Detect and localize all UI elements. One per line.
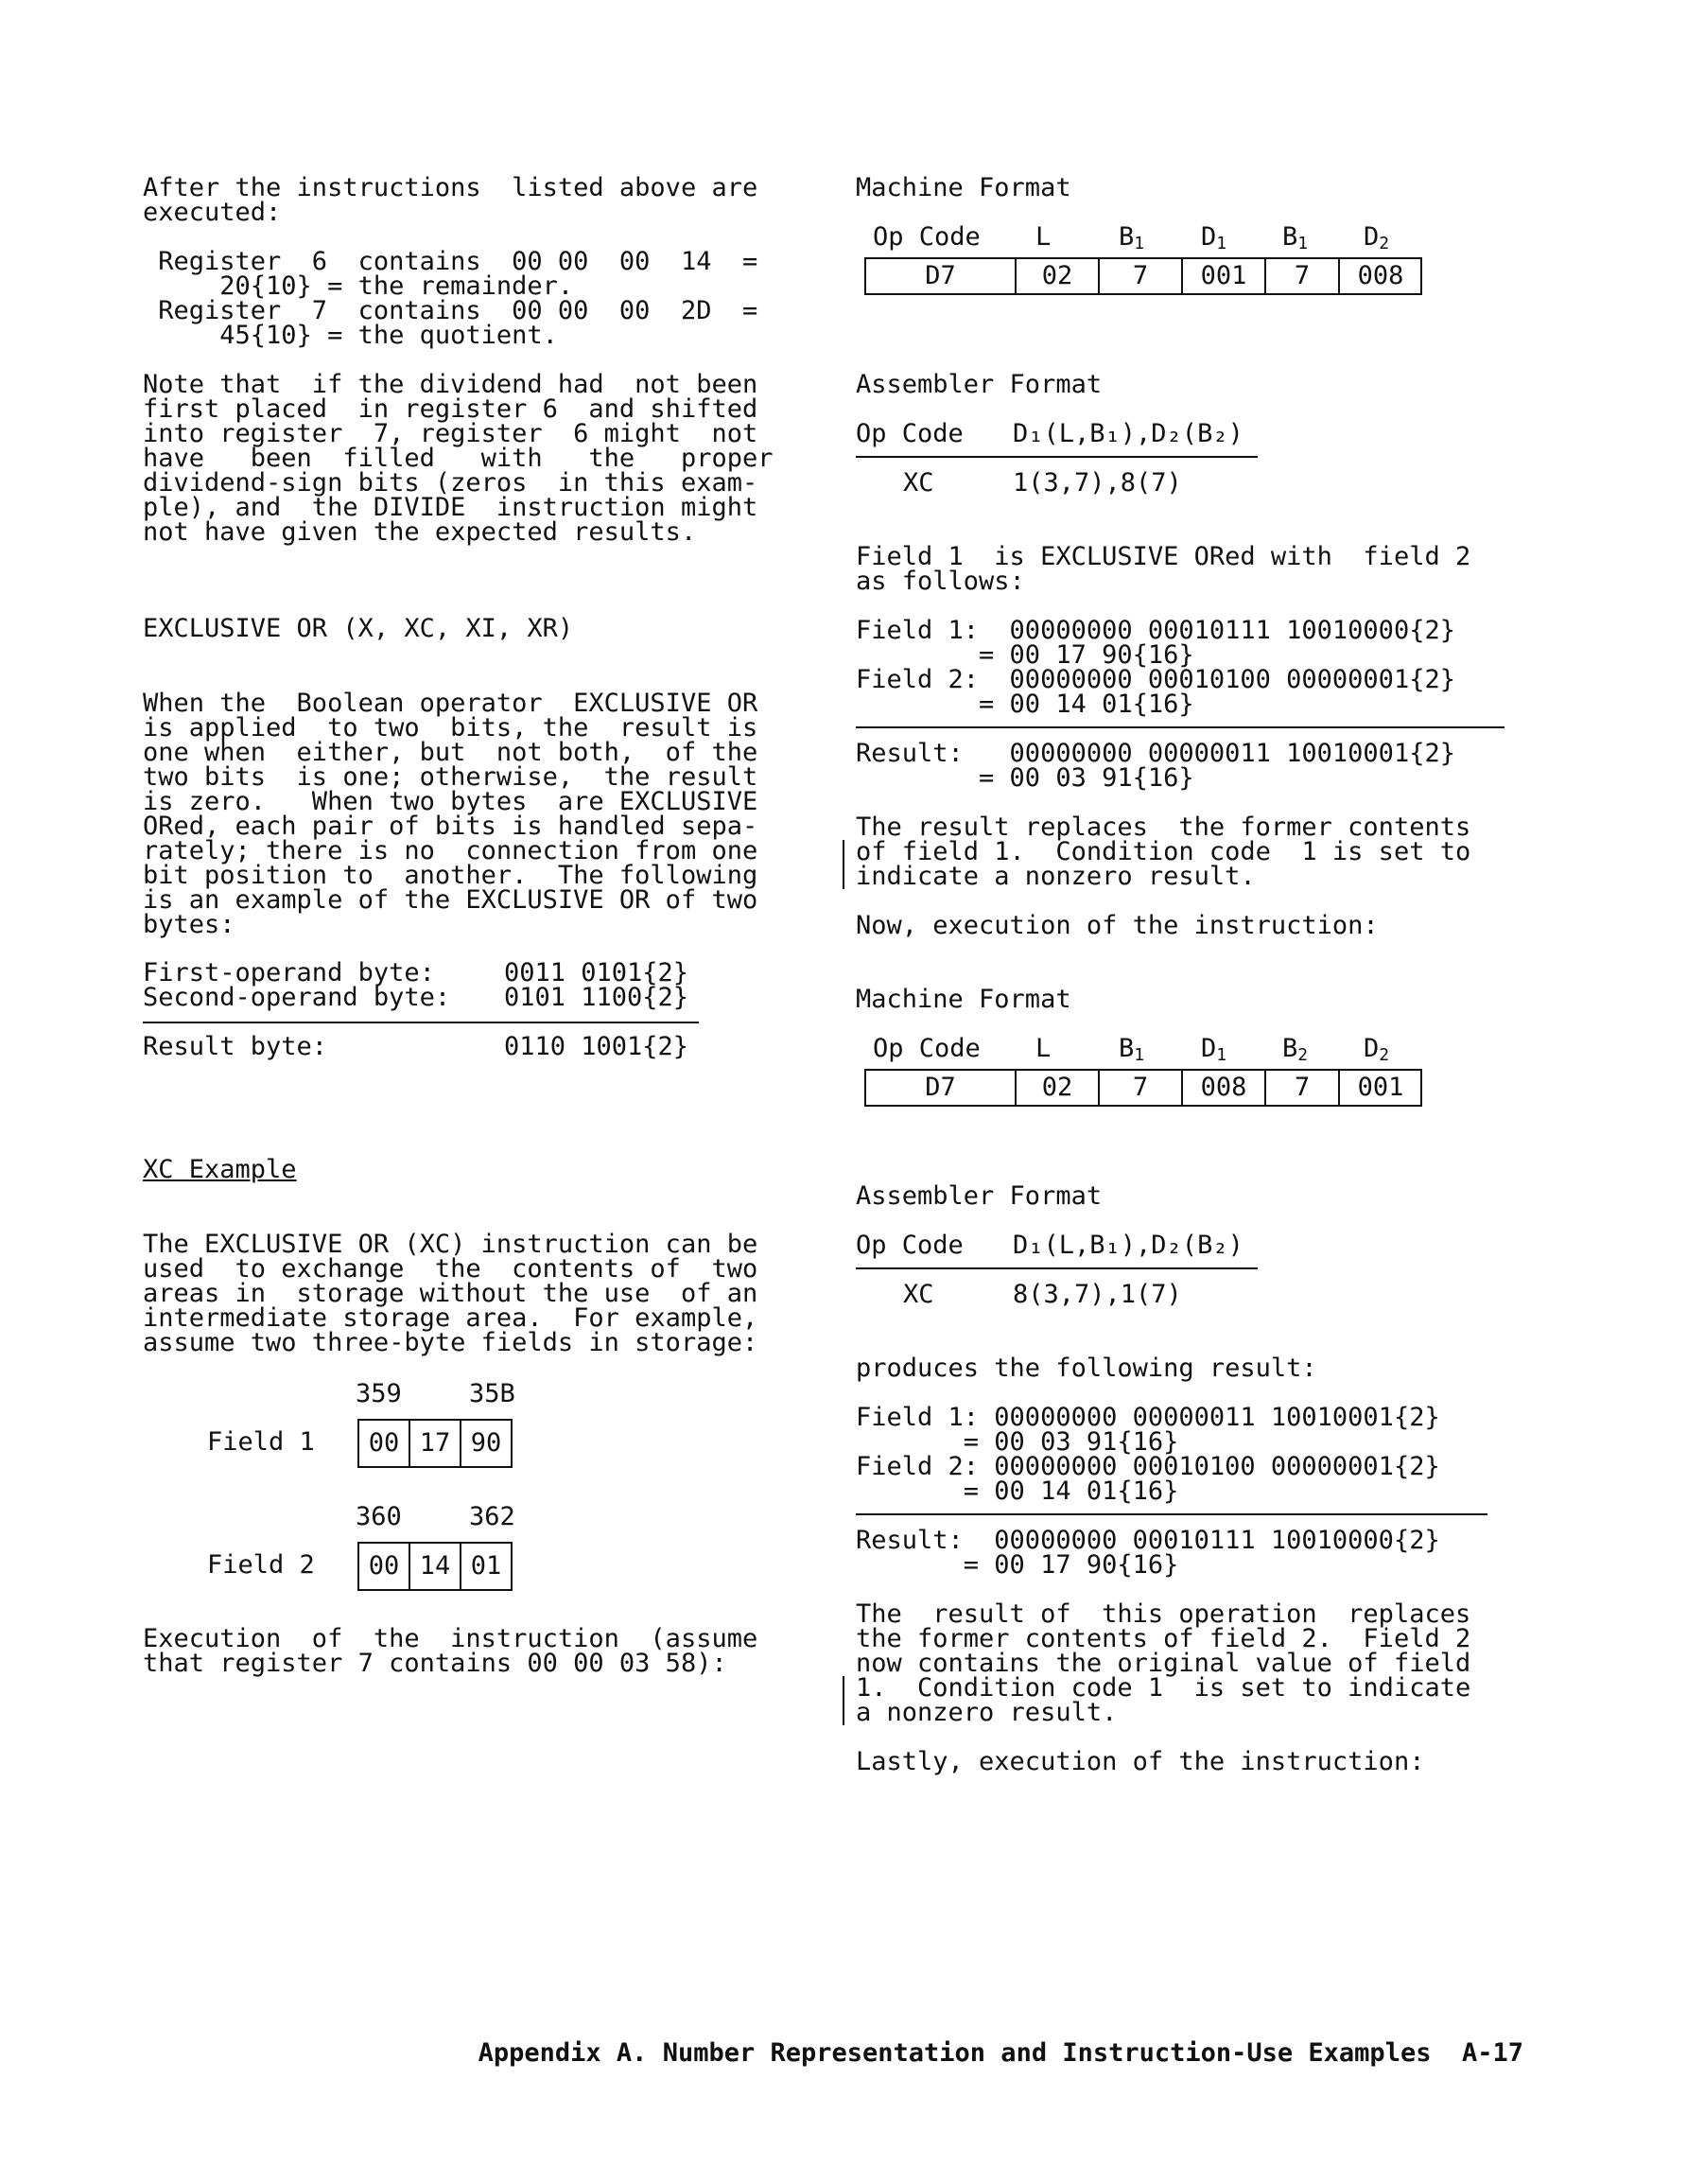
operand-label: Second-operand byte: xyxy=(143,983,451,1012)
format-cell: D7 xyxy=(925,1073,956,1102)
exec-text: Execution of the instruction (assume xyxy=(143,1624,758,1653)
format-header: $B_1$ xyxy=(1119,1034,1145,1065)
format-header: $D_1$ xyxy=(1201,222,1227,253)
calc-line: = 00 17 90{16} xyxy=(856,640,1194,670)
result-value: 0110 1001{2} xyxy=(504,1032,689,1061)
register-line: Register 6 contains 00 00 00 14 = xyxy=(143,247,758,276)
format-cell: 02 xyxy=(1041,261,1073,290)
xor-text: one when either, but not both, of the xyxy=(143,738,758,767)
format-header: $D_2$ xyxy=(1364,1034,1390,1065)
body-text: produces the following result: xyxy=(856,1354,1317,1383)
field-label: Field 1 xyxy=(207,1427,315,1457)
format-cell: 001 xyxy=(1357,1073,1404,1102)
xc-text: intermediate storage area. For example, xyxy=(143,1303,758,1333)
format-header: $D_1$ xyxy=(1201,1034,1227,1065)
address-label: 359 xyxy=(356,1379,402,1408)
operand-value: 0101 1100{2} xyxy=(504,983,689,1012)
operands: 8(3,7),1(7) xyxy=(1013,1280,1182,1309)
divider xyxy=(856,726,1504,728)
body-text: Lastly, execution of the instruction: xyxy=(856,1747,1425,1776)
body-text: a nonzero result. xyxy=(856,1698,1118,1727)
xor-text: bytes: xyxy=(143,910,235,939)
xor-text: bit position to another. The following xyxy=(143,861,758,890)
intro-text: executed: xyxy=(143,198,282,227)
address-label: 360 xyxy=(356,1502,402,1531)
byte-cell: 00 xyxy=(368,1428,400,1458)
body-text: the former contents of field 2. Field 2 xyxy=(856,1624,1471,1653)
byte-cell: 00 xyxy=(368,1551,400,1581)
xor-text: rately; there is no connection from one xyxy=(143,836,758,865)
calc-result: Result: 00000000 00000011 10010001{2} xyxy=(856,739,1455,768)
format-header: $D_2$ xyxy=(1364,222,1390,253)
calc-line: = 00 14 01{16} xyxy=(856,690,1194,719)
divider xyxy=(856,1513,1487,1515)
intro-text: After the instructions listed above are xyxy=(143,173,758,202)
calc-result: = 00 03 91{16} xyxy=(856,763,1194,793)
body-text: 1. Condition code 1 is set to indicate xyxy=(856,1673,1471,1703)
format-cell: 02 xyxy=(1041,1073,1073,1102)
machine-format-box xyxy=(864,257,1422,295)
address-label: 35B xyxy=(469,1379,515,1408)
note-text: have been filled with the proper xyxy=(143,444,774,473)
format-header: L xyxy=(1035,1034,1052,1063)
note-text: into register 7, register 6 might not xyxy=(143,419,758,448)
field-1-box xyxy=(357,1419,513,1468)
byte-cell: 01 xyxy=(470,1551,502,1581)
format-cell: 008 xyxy=(1200,1073,1247,1102)
operand-format: D₁(L,B₁),D₂(B₂) xyxy=(1013,1231,1244,1260)
operand-label: First-operand byte: xyxy=(143,958,435,987)
xor-text: is an example of the EXCLUSIVE OR of two xyxy=(143,885,758,915)
xc-text: assume two three-byte fields in storage: xyxy=(143,1328,758,1357)
result-label: Result byte: xyxy=(143,1032,328,1061)
xc-example-heading: XC Example xyxy=(143,1155,297,1184)
divider xyxy=(856,456,1258,458)
xor-text: is zero. When two bytes are EXCLUSIVE xyxy=(143,787,758,816)
note-text: first placed in register 6 and shifted xyxy=(143,394,758,424)
format-header: $B_1$ xyxy=(1282,222,1309,253)
change-bar xyxy=(843,840,844,889)
format-header: $B_2$ xyxy=(1282,1034,1309,1065)
xor-text: When the Boolean operator EXCLUSIVE OR xyxy=(143,689,758,718)
body-text: The result of this operation replaces xyxy=(856,1599,1471,1629)
format-cell: 008 xyxy=(1357,261,1404,290)
format-cell: 001 xyxy=(1200,261,1247,290)
assembler-format-title: Assembler Format xyxy=(856,370,1103,399)
note-text: ple), and the DIVIDE instruction might xyxy=(143,493,758,522)
divider xyxy=(856,1267,1258,1269)
page-footer: Appendix A. Number Representation and Instruction-Use Examples A-17 xyxy=(478,2038,1523,2068)
format-header: L xyxy=(1035,222,1052,252)
byte-cell: 17 xyxy=(419,1428,451,1458)
assembler-op-label: Op Code xyxy=(856,419,964,448)
right-column xyxy=(856,0,1537,1892)
mnemonic: XC xyxy=(903,1280,934,1309)
calc-line: Field 1: 00000000 00010111 10010000{2} xyxy=(856,616,1455,645)
xor-text: is applied to two bits, the result is xyxy=(143,713,758,743)
body-text: as follows: xyxy=(856,567,1025,596)
exec-text: that register 7 contains 00 00 03 58): xyxy=(143,1649,727,1678)
format-header: Op Code xyxy=(873,1034,981,1063)
address-label: 362 xyxy=(469,1502,515,1531)
operands: 1(3,7),8(7) xyxy=(1013,468,1182,498)
divider xyxy=(143,1022,699,1023)
format-cell: 7 xyxy=(1132,1073,1149,1102)
xc-text: The EXCLUSIVE OR (XC) instruction can be xyxy=(143,1230,758,1259)
section-heading: EXCLUSIVE OR (X, XC, XI, XR) xyxy=(143,614,574,643)
register-line: Register 7 contains 00 00 00 2D = xyxy=(143,296,758,325)
assembler-format-title: Assembler Format xyxy=(856,1181,1103,1211)
body-text: Field 1 is EXCLUSIVE ORed with field 2 xyxy=(856,542,1471,571)
format-cell: D7 xyxy=(925,261,956,290)
note-text: dividend-sign bits (zeros in this exam- xyxy=(143,468,758,498)
body-text: The result replaces the former contents xyxy=(856,812,1471,842)
body-text: of field 1. Condition code 1 is set to xyxy=(856,837,1471,866)
machine-format-box xyxy=(864,1069,1422,1107)
calc-line: Field 1: 00000000 00000011 10010001{2} xyxy=(856,1403,1440,1432)
left-column xyxy=(143,0,805,2184)
format-header: Op Code xyxy=(873,222,981,252)
change-bar xyxy=(843,1676,844,1725)
xor-text: ORed, each pair of bits is handled sepa- xyxy=(143,812,758,841)
note-text: Note that if the dividend had not been xyxy=(143,370,758,399)
operand-format: D₁(L,B₁),D₂(B₂) xyxy=(1013,419,1244,448)
byte-cell: 90 xyxy=(470,1428,502,1458)
calc-line: = 00 14 01{16} xyxy=(856,1476,1179,1506)
field-2-box xyxy=(357,1542,513,1591)
register-line: 20{10} = the remainder. xyxy=(143,271,574,301)
xc-text: areas in storage without the use of an xyxy=(143,1279,758,1308)
machine-format-title: Machine Format xyxy=(856,173,1071,202)
format-cell: 7 xyxy=(1294,1073,1311,1102)
byte-cell: 14 xyxy=(419,1551,451,1581)
assembler-op-label: Op Code xyxy=(856,1231,964,1260)
field-label: Field 2 xyxy=(207,1550,315,1580)
note-text: not have given the expected results. xyxy=(143,517,697,547)
mnemonic: XC xyxy=(903,468,934,498)
operand-value: 0011 0101{2} xyxy=(504,958,689,987)
calc-line: Field 2: 00000000 00010100 00000001{2} xyxy=(856,665,1455,694)
body-text: Now, execution of the instruction: xyxy=(856,911,1379,940)
xor-text: two bits is one; otherwise, the result xyxy=(143,762,758,792)
xc-text: used to exchange the contents of two xyxy=(143,1254,758,1284)
calc-result: = 00 17 90{16} xyxy=(856,1550,1179,1580)
body-text: now contains the original value of field xyxy=(856,1649,1471,1678)
format-header: $B_1$ xyxy=(1119,222,1145,253)
machine-format-title: Machine Format xyxy=(856,985,1071,1014)
calc-line: = 00 03 91{16} xyxy=(856,1427,1179,1457)
calc-line: Field 2: 00000000 00010100 00000001{2} xyxy=(856,1452,1440,1481)
calc-result: Result: 00000000 00010111 10010000{2} xyxy=(856,1526,1440,1555)
register-line: 45{10} = the quotient. xyxy=(143,321,558,350)
format-cell: 7 xyxy=(1132,261,1149,290)
body-text: indicate a nonzero result. xyxy=(856,862,1256,891)
format-cell: 7 xyxy=(1294,261,1311,290)
